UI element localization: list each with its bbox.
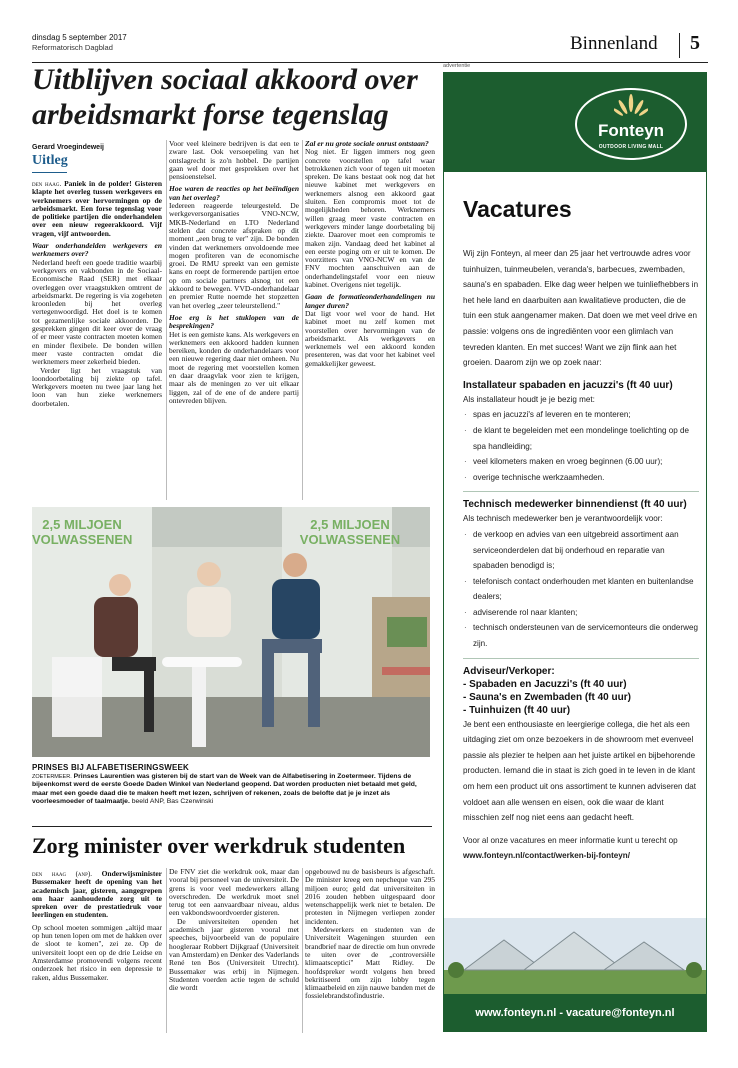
article-byline: Gerard Vroegindeweij <box>32 144 104 151</box>
kicker-underline <box>32 172 67 173</box>
job-1-intro: Als installateur houdt je je bezig met: <box>463 394 595 404</box>
column-rule <box>302 140 303 500</box>
question-2: Hoe waren de reacties op het beëindigen van het overleg? <box>169 184 299 202</box>
answer-1c: Voor veel kleinere bedrijven is dat een te zware last. Ook versoepeling van het ontslagrecht is zo'n hobbel. De partijen gaan wel door met gesprekken over het pensioenstelsel. <box>169 140 299 182</box>
banner-line-2: VOLWASSENEN <box>299 532 401 547</box>
article-column-3 <box>305 140 435 500</box>
ad-footer-contact[interactable]: www.fonteyn.nl - vacature@fonteyn.nl <box>443 994 707 1032</box>
article-column-2 <box>169 140 299 500</box>
article2-p4: opgebouwd nu de basisbeurs is afgeschaft. De minister kreeg een nepcheque van 295 miljoen euro; geld dat universiteiten in 2016 zouden hebben uitgespaard door wetenschappelijk werk niet te betalen. De protesten in Nijmegen verliepen zonder incidenten. <box>305 868 435 926</box>
job-3-title: Adviseur/Verkoper: <box>463 665 555 677</box>
news-photo <box>32 507 430 757</box>
answer-1: Nederland heeft een goede traditie waarbij werkgevers en vakbonden in de Sociaal-Economische Raad (SER) met elkaar overleggen over vraagstukken omtrent de arbeidsmarkt. De regering is via zogeheten kroonleden bij het overleg vertegenwoordigd. Het doel is te komen tot gezamenlijke sociale akkoorden. De gesprekken gingen dit keer over de vraag of er meer vaste contracten moeten komen en minder flexibele. De bonden willen meer vaste contracten omdat die werknemers meer zekerheid bieden. <box>32 257 162 367</box>
answer-2: Iedereen reageerde teleurgesteld. De werkgeversorganisaties VNO-NCW, MKB-Nederland en LTO Nederland stelden dat concrete afspraken op dit moment „een brug te ver" zijn. De bonden vinden dat werknemers onvoldoende mee mogen profiteren van de economische groei. De RMU spreekt van een gemiste kans en roept de formerende partijen ertoe op om sociale partners alsnog tot een akkoord te bewegen. VVD-onderhandelaar en premier Rutte noemde het stopzetten van het overleg „zeer teleurstellend." <box>169 201 299 310</box>
dateline: den haag (anp). <box>32 870 93 878</box>
banner-line-1: 2,5 MILJOEN <box>310 517 390 532</box>
column-rule <box>166 140 167 500</box>
job-3-line-3: - Tuinhuizen (ft 40 uur) <box>463 704 571 716</box>
article2-lead: Onderwijsminister Bussemaker heeft de opening van het academisch jaar, gisteren, aangegrepen om haar aanhoudende zorg uit te spreken over de prestatiedruk voor leerlingen en studenten. <box>32 870 162 920</box>
caption-dateline: ZOETERMEER. <box>32 774 72 780</box>
question-4: Zal er nu grote sociale onrust ontstaan? <box>305 140 429 148</box>
ad-divider <box>463 658 699 659</box>
list-item: · overige technische werkzaamheden. <box>463 470 699 486</box>
issue-date: dinsdag 5 september 2017 <box>32 33 127 42</box>
dateline: den haag. <box>32 180 62 188</box>
article2-column-1 <box>32 870 162 1040</box>
flower-icon <box>614 94 648 120</box>
job-3-line-2: - Sauna's en Zwembaden (ft 40 uur) <box>463 691 631 703</box>
job-2-intro: Als technisch medewerker ben je verantwoordelijk voor: <box>463 514 663 524</box>
job-2-list <box>463 527 699 652</box>
brand-tagline: OUTDOOR LIVING MALL <box>598 144 664 150</box>
answer-3: Het is een gemiste kans. Als werkgevers en werknemers een akkoord hadden kunnen bereiken, konden de onderhandelaars voor een nieuwe regering daar niet omheen. Nu moet de regering met voorstellen komen en daar draagvlak voor zien te krijgen, maar als de meningen zo ver uit elkaar liggen, zal of de ene of de andere partij ontevreden blijven. <box>169 329 299 405</box>
job-3-text: Je bent een enthousiaste en leergierige collega, die het als een uitdaging ziet om onze bezoekers in de showroom met evenveel passie als plezier te helpen aan het juiste artikel en bijbehorende producten. Iemand die in staat is zich goed in te leven in de klant om hem een product uit ons assortiment te kunnen adviseren dat voldoet aan alle wensen en eisen, ook die waar de klant misschien zelf nog niet eens aan gedacht heeft. <box>463 719 697 823</box>
job-3-line-1: - Spabaden en Jacuzzi's (ft 40 uur) <box>463 678 627 690</box>
list-item: · veel kilometers maken en vroeg beginnen (6.00 uur); <box>463 454 699 470</box>
store-illustration <box>444 918 706 994</box>
ad-intro: Wij zijn Fonteyn, al meer dan 25 jaar het vertrouwde adres voor tuinhuizen, tuinmeubelen, veranda's, barbecues, zwembaden, sauna's en spabaden. Elke dag weer helpen we tuinliefhebbers in het hele land en daarbuiten aan kwalitatieve producten, die de tuin een stuk aangenamer maken. Dat doen we met veel drive en passie: volgens ons de ingrediënten voor een glimlach van tevreden klanten. En met succes! Want we zijn flink aan het groeien. Daarom zijn we op zoek naar: <box>463 249 699 368</box>
answer-1b: Verder ligt het vraagstuk van loondoorbetaling bij ziekte op tafel. Werkgevers moeten nu twee jaar lang het loon van hun zieke werknemers doorbetalen. <box>32 365 162 408</box>
article2-p3: De universiteiten openden het academisch jaar gisteren vooral met speeches, bijvoorbeeld van de populaire hoogleraar Robbert Dijkgraaf (Universiteit van Amsterdam) en Denker des Vaderlands René ten Bos (Universiteit Utrecht). Bussemaker was erbij in Nijmegen. Studenten voerden actie tegen de schuld die wordt <box>169 916 299 993</box>
caption-credit: beeld ANP, Bas Czerwinski <box>131 798 214 806</box>
article-headline: Uitblijven sociaal akkoord over arbeidsmarkt forse tegenslag <box>32 63 418 131</box>
column-rule <box>166 868 167 1033</box>
section-title: Binnenland <box>570 33 658 54</box>
article2-p5: Medewerkers en studenten van de Universiteit Wageningen stuurden een brandbrief naar de directie om hun onvrede te uiten over de „controversiële klimaatsceptici" Matt Ridley. De hoofdspreker wordt volgens hen breed bekritiseerd om zijn lobby tegen klimaatbeleid en zijn nauwe banden met de fossielebrandstofindustrie. <box>305 925 435 1001</box>
paper-name: Reformatorisch Dagblad <box>32 43 113 52</box>
article2-p1: Op school moeten sommigen „altijd maar op hun tenen lopen om met de hakken over de sloot te komen", zei ze. Op de universiteit loopt een op de drie Leidse en Amsterdamse promovendi volgens recent onderzoek het risico in een depressie te raken, aldus Bussemaker. <box>32 922 162 982</box>
article2-headline: Zorg minister over werkdruk studenten <box>32 833 406 858</box>
job-1-title: Installateur spabaden en jacuzzi's (ft 40 uur) <box>463 379 673 391</box>
header-separator <box>679 33 680 58</box>
list-item: · adviserende rol naar klanten; <box>463 605 699 621</box>
brand-name: Fonteyn <box>597 121 665 140</box>
banner-line-2: VOLWASSENEN <box>32 532 133 547</box>
article-kicker: Uitleg <box>32 153 68 168</box>
banner-line-1: 2,5 MILJOEN <box>42 517 122 532</box>
page-number: 5 <box>690 32 700 54</box>
column-rule <box>302 868 303 1033</box>
ad-url[interactable]: www.fonteyn.nl/contact/werken-bij-fonteyn/ <box>463 851 630 861</box>
question-5: Gaan de formatieonderhandelingen nu langer duren? <box>305 292 435 310</box>
advertisement-label: advertentie <box>443 63 471 69</box>
caption-text: Prinses Laurentien was gisteren bij de start van de Week van de Alfabetisering in Zoetermeer. Tijdens de bijeenkomst werd de eerste Goede Daden Winkel van Nederland geopend. Dat worden producten niet betaald met geld, maar met een goede daad die te maken heeft met lezen, schrijven of rekenen, zoals de belofte dat je je inzet als voorleesmoeder of taalmaatje. <box>32 773 417 806</box>
list-item: · de klant te begeleiden met een mondelinge toelichting op de spa handleiding; <box>463 423 699 454</box>
article2-column-2 <box>169 868 299 1038</box>
ad-divider <box>463 491 699 492</box>
article-lead: Paniek in de polder! Gisteren klapte het overleg tussen werkgevers en werknemers over hervormingen op de arbeidsmarkt. Een forse tegenslag voor de politieke partijen die onderhandelen over een nieuw regeerakkoord. Vijf vragen, vijf antwoorden. <box>32 180 162 238</box>
caption-body <box>32 773 432 807</box>
list-item: · telefonisch contact onderhouden met klanten en buitenlandse dealers; <box>463 574 699 605</box>
ad-outro: Voor al onze vacatures en meer informatie kunt u terecht op <box>463 835 678 845</box>
caption-title: PRINSES BIJ ALFABETISERINGSWEEK <box>32 763 190 772</box>
article2-column-3 <box>305 868 435 1038</box>
job-2-title: Technisch medewerker binnendienst (ft 40 uur) <box>463 499 687 511</box>
answer-4: Nog niet. Er liggen immers nog geen concrete voorstellen op tafel waar betrokkenen zich voor of tegen uit moeten spreken. De kans bestaat ook nog dat het nieuwe kabinet met werkgevers en werknemers alsnog een akkoord gaat sluiten. Een compromis moet tot de mogelijkheden behoren. Werknemers willen graag meer vaste contracten en werkgevers minder lange doorbetaling bij ziekte. Daarover moet een compromis te maken zijn. Vandaag deed het kabinet al een eerste poging om er uit te komen. De voorzitters van VNO-NCW en van de FNV mochten aanschuiven aan de onderhandelingstafel voor een nieuw kabinet. Overigens niet tegelijk. <box>305 147 435 290</box>
answer-5: Dat ligt voor wel voor de hand. Het kabinet moet nu zelf komen met voorstellen over hervormingen van de arbeidsmarkt. Als werkgevers en werknemels wel een akkoord konden presenteren, was dat voor het kabinet veel gemakkelijker geweest. <box>305 308 435 368</box>
list-item: · technisch ondersteunen van de servicemonteurs die onderweg zijn. <box>463 620 699 651</box>
article-column-1 <box>32 180 162 500</box>
job-1-list <box>463 407 699 485</box>
question-3: Hoe erg is het stuklopen van de besprekingen? <box>169 312 299 331</box>
article2-p2: De FNV ziet die werkdruk ook, maar dan vooral bij personeel van de universiteit. De grens is voor veel medewerkers allang overschreden. De werkdruk moet snel terug tot een aanvaardbaar niveau, aldus een vakbondswoordvoerder gisteren. <box>169 868 299 918</box>
ad-body <box>463 246 699 864</box>
list-item: · de verkoop en advies van een uitgebreid assortiment aan serviceonderdelen dat bij onderhoud en reparatie van spabaden benodigd is; <box>463 527 699 574</box>
store-image <box>444 918 706 994</box>
list-item: · spas en jacuzzi's af leveren en te monteren; <box>463 407 699 423</box>
question-1: Waar onderhandelden werkgevers en werknemers over? <box>32 241 162 259</box>
ad-title: Vacatures <box>463 196 572 222</box>
section-rule <box>32 826 432 827</box>
